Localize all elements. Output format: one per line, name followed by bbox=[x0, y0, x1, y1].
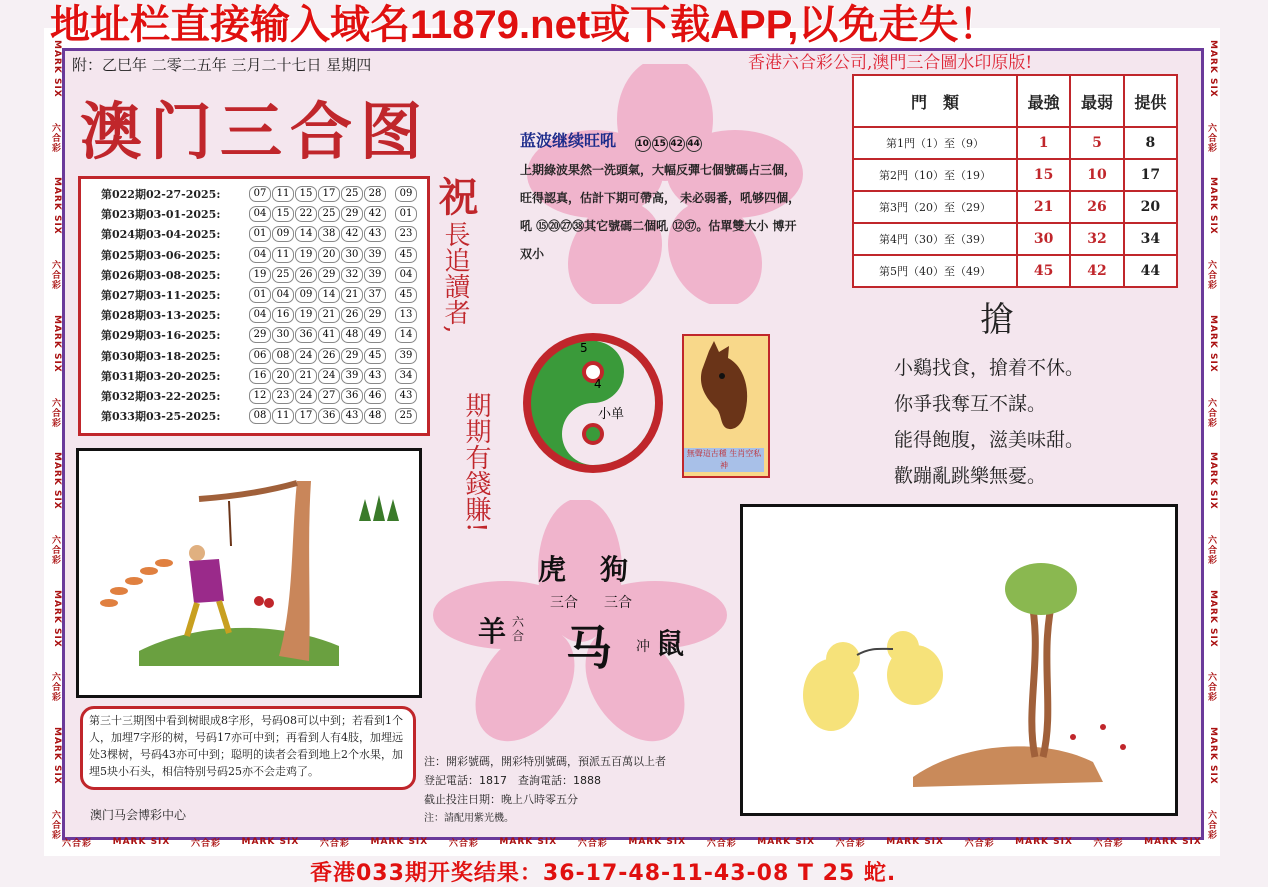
strip-liuhecai: 六合彩 bbox=[1206, 672, 1216, 703]
strip-liuhecai: 六合彩 bbox=[448, 838, 479, 849]
doors-table bbox=[852, 74, 1178, 288]
draw-number: 16 bbox=[272, 307, 294, 323]
draw-number: 25 bbox=[272, 267, 294, 283]
blue-wave-title bbox=[520, 128, 702, 152]
strip-liuhecai: 六合彩 bbox=[1206, 534, 1216, 565]
poem-line: 能得飽腹，滋美味甜。 bbox=[894, 429, 1085, 451]
draw-number: 19 bbox=[295, 307, 317, 323]
door-offer: 8 bbox=[1124, 127, 1177, 159]
draw-number: 24 bbox=[295, 388, 317, 404]
draw-number: 04 bbox=[272, 287, 294, 303]
zodiac-rat: 鼠 bbox=[656, 627, 685, 660]
strip-marksix: MARK SIX bbox=[628, 837, 687, 847]
horse-caption: 無聲這古種 生肖空私神 bbox=[684, 448, 764, 472]
draw-number: 24 bbox=[318, 368, 340, 384]
special-number: 14 bbox=[395, 327, 417, 343]
note-line: 注：請配用紫光機。 bbox=[424, 813, 514, 824]
door-weak: 32 bbox=[1070, 223, 1123, 255]
draw-period-label: 第027期03-11-2025: bbox=[101, 289, 221, 302]
strip-liuhecai: 六合彩 bbox=[62, 838, 93, 849]
draw-number: 29 bbox=[249, 327, 271, 343]
strip-marksix: MARK SIX bbox=[1144, 837, 1202, 847]
domain-banner[interactable]: 地址栏直接输入域名11879.net或下载APP,以免走失！ bbox=[50, 3, 999, 47]
draw-period-label: 第026期03-08-2025: bbox=[101, 268, 221, 282]
special-number: 25 bbox=[395, 408, 417, 424]
special-number: 09 bbox=[395, 186, 417, 202]
left-border-strip bbox=[44, 40, 62, 840]
draw-number: 30 bbox=[272, 327, 294, 343]
table-row bbox=[853, 255, 1177, 287]
draw-number: 32 bbox=[341, 267, 363, 283]
strip-liuhecai: 六合彩 bbox=[50, 534, 60, 565]
draw-number: 07 bbox=[249, 186, 271, 202]
draw-number: 19 bbox=[249, 267, 271, 283]
special-number: 45 bbox=[395, 287, 417, 303]
draw-number: 01 bbox=[249, 226, 271, 242]
door-strong: 30 bbox=[1017, 223, 1070, 255]
draw-number: 30 bbox=[341, 247, 363, 263]
special-number: 39 bbox=[395, 348, 417, 364]
poem-line: 小鷄找食，搶着不休。 bbox=[894, 357, 1085, 379]
draw-number: 29 bbox=[341, 206, 363, 222]
draw-period-label: 第029期03-16-2025: bbox=[101, 329, 221, 343]
strip-marksix: MARK SIX bbox=[52, 452, 62, 511]
table-row bbox=[101, 266, 418, 284]
draw-number: 04 bbox=[249, 307, 271, 323]
strip-liuhecai: 六合彩 bbox=[50, 260, 60, 291]
blessing-line-2: 期期有錢賺! bbox=[461, 392, 491, 533]
draw-number: 21 bbox=[341, 287, 363, 303]
draw-period-label: 第024期03-04-2025: bbox=[101, 228, 221, 242]
table-row bbox=[101, 367, 418, 385]
strip-marksix: MARK SIX bbox=[241, 837, 300, 847]
special-number: 23 bbox=[395, 226, 417, 242]
strip-liuhecai: 六合彩 bbox=[1206, 122, 1216, 153]
draw-number: 21 bbox=[295, 368, 317, 384]
liuhe-label: 六合 bbox=[512, 615, 525, 643]
zodiac-horse: 马 bbox=[566, 621, 612, 675]
special-number: 45 bbox=[395, 247, 417, 263]
draw-number: 17 bbox=[318, 186, 340, 202]
special-number: 13 bbox=[395, 307, 417, 323]
door-offer: 17 bbox=[1124, 159, 1177, 191]
door-strong: 1 bbox=[1017, 127, 1070, 159]
draw-number: 14 bbox=[295, 226, 317, 242]
date-line: 附：乙巳年 二零二五年 三月二十七日 星期四 bbox=[72, 56, 372, 74]
strip-liuhecai: 六合彩 bbox=[1206, 260, 1216, 291]
draw-number: 17 bbox=[295, 408, 317, 424]
door-label: 第5門（40）至（49） bbox=[853, 255, 1017, 287]
draw-number: 01 bbox=[249, 287, 271, 303]
draw-number: 39 bbox=[364, 267, 386, 283]
table-row bbox=[101, 347, 418, 365]
draw-number: 43 bbox=[364, 368, 386, 384]
yinyang-graphic bbox=[518, 328, 668, 478]
draw-number: 16 bbox=[249, 368, 271, 384]
blue-num: 15 bbox=[652, 136, 668, 152]
draw-number: 09 bbox=[295, 287, 317, 303]
strip-marksix: MARK SIX bbox=[52, 589, 62, 648]
table-row bbox=[853, 223, 1177, 255]
blessing-char: 祝 bbox=[432, 176, 479, 216]
strip-liuhecai: 六合彩 bbox=[964, 838, 995, 849]
draw-number: 24 bbox=[295, 348, 317, 364]
chong-label: 冲 bbox=[636, 639, 650, 655]
blue-wave-label: 蓝波继续旺吼 bbox=[520, 131, 617, 150]
table-row bbox=[101, 407, 418, 425]
door-strong: 15 bbox=[1017, 159, 1070, 191]
poem bbox=[894, 350, 1084, 494]
note-line: 登記電話：1817 查詢電話：1888 bbox=[424, 774, 601, 787]
draw-number: 29 bbox=[364, 307, 386, 323]
table-row bbox=[101, 286, 418, 304]
doors-header: 最弱 bbox=[1070, 75, 1123, 127]
yinyang-num-2: 4 bbox=[594, 377, 602, 391]
draw-number: 11 bbox=[272, 408, 294, 424]
doors-header: 提供 bbox=[1124, 75, 1177, 127]
draw-number: 25 bbox=[341, 186, 363, 202]
draw-period-label: 第023期03-01-2025: bbox=[101, 208, 221, 222]
zodiac-tiger: 虎 bbox=[538, 553, 567, 586]
zodiac-goat: 羊 bbox=[478, 615, 507, 648]
draw-number: 20 bbox=[318, 247, 340, 263]
draw-number: 38 bbox=[318, 226, 340, 242]
draw-period-label: 第031期03-20-2025: bbox=[101, 369, 221, 383]
chicks-drawing bbox=[743, 507, 1169, 807]
table-row bbox=[101, 246, 418, 264]
strip-liuhecai: 六合彩 bbox=[706, 838, 737, 849]
door-strong: 21 bbox=[1017, 191, 1070, 223]
table-row bbox=[853, 191, 1177, 223]
draw-number: 04 bbox=[249, 206, 271, 222]
draw-number: 49 bbox=[364, 327, 386, 343]
snatch-heading: 搶 bbox=[980, 300, 1014, 340]
strip-marksix: MARK SIX bbox=[1208, 40, 1218, 98]
draw-number: 04 bbox=[249, 247, 271, 263]
strip-marksix: MARK SIX bbox=[1208, 452, 1218, 511]
door-weak: 5 bbox=[1070, 127, 1123, 159]
company-watermark-text: 香港六合彩公司,澳門三合圖水印原版! bbox=[748, 53, 1033, 73]
yinyang-num-1: 5 bbox=[580, 341, 588, 355]
sanhe-label-1: 三合 bbox=[550, 595, 578, 611]
draw-number: 08 bbox=[249, 408, 271, 424]
strip-marksix: MARK SIX bbox=[499, 837, 558, 847]
strip-liuhecai: 六合彩 bbox=[577, 838, 608, 849]
door-strong: 45 bbox=[1017, 255, 1070, 287]
draw-number: 06 bbox=[249, 348, 271, 364]
draw-number: 22 bbox=[295, 206, 317, 222]
draw-number: 15 bbox=[295, 186, 317, 202]
strip-liuhecai: 六合彩 bbox=[50, 672, 60, 703]
draw-number: 26 bbox=[341, 307, 363, 323]
draw-number: 37 bbox=[364, 287, 386, 303]
table-row bbox=[853, 127, 1177, 159]
table-row bbox=[101, 387, 418, 405]
doors-header: 門 類 bbox=[853, 75, 1017, 127]
special-number: 43 bbox=[395, 388, 417, 404]
strip-liuhecai: 六合彩 bbox=[190, 838, 221, 849]
yinyang-label: 小单 bbox=[598, 407, 625, 422]
sanhe-label-2: 三合 bbox=[604, 595, 632, 611]
strip-marksix: MARK SIX bbox=[886, 837, 944, 847]
strip-marksix: MARK SIX bbox=[1208, 177, 1218, 236]
strip-marksix: MARK SIX bbox=[370, 837, 429, 847]
strip-marksix: MARK SIX bbox=[1208, 727, 1218, 785]
strip-marksix: MARK SIX bbox=[52, 40, 62, 98]
organization-name: 澳门马会博彩中心 bbox=[90, 808, 187, 822]
draw-number: 43 bbox=[341, 408, 363, 424]
draw-number: 27 bbox=[318, 388, 340, 404]
tips-paragraph: 上期綠波果然一洗頭氣，大幅反彈七個號碼占三個，旺得認真，估計下期可帶高， 未必弱番，吼够四個，吼 ⑮⑳㉗㊳其它號碼二個吼 ⑫㊲。估單雙大小 博开双小 bbox=[520, 163, 801, 261]
chicks-illustration bbox=[740, 504, 1178, 816]
draw-result: 香港033期开奖结果：36-17-48-11-43-08 T 25 蛇. bbox=[310, 861, 897, 886]
door-label: 第1門（1）至（9） bbox=[853, 127, 1017, 159]
draw-period-label: 第033期03-25-2025: bbox=[101, 410, 221, 424]
tree-climber-illustration bbox=[76, 448, 422, 698]
draw-number: 29 bbox=[341, 348, 363, 364]
strip-liuhecai: 六合彩 bbox=[1093, 838, 1124, 849]
draw-period-label: 第032期03-22-2025: bbox=[101, 390, 221, 403]
draw-number: 36 bbox=[341, 388, 363, 404]
bottom-border-strip bbox=[62, 834, 1202, 850]
strip-liuhecai: 六合彩 bbox=[50, 397, 60, 428]
draw-number: 48 bbox=[341, 327, 363, 343]
draw-number: 08 bbox=[272, 348, 294, 364]
strip-marksix: MARK SIX bbox=[1015, 837, 1073, 847]
strip-marksix: MARK SIX bbox=[112, 837, 171, 847]
blessing-vertical bbox=[432, 176, 484, 334]
note-line: 注：開彩號碼，開彩特別號碼，預派五百萬以上者 bbox=[424, 755, 666, 768]
strip-liuhecai: 六合彩 bbox=[835, 838, 866, 849]
riddle-box: 第三十三期图中看到树眼成8字形，号码08可以中到；若看到1个人，加埋7字形的树，号码17亦可中到；再看到人有4肢，加埋远处3棵树，号码43亦可中到；聪明的读者会看到地上2个水果，加埋5块小石头，相信特别号码25亦不会走鸡了。 bbox=[80, 706, 416, 790]
door-weak: 42 bbox=[1070, 255, 1123, 287]
draw-period-label: 第025期03-06-2025: bbox=[101, 248, 221, 262]
climber-drawing bbox=[79, 451, 413, 689]
strip-liuhecai: 六合彩 bbox=[1206, 397, 1216, 428]
strip-liuhecai: 六合彩 bbox=[319, 838, 350, 849]
draw-number: 42 bbox=[341, 226, 363, 242]
zodiac-dog: 狗 bbox=[600, 553, 629, 586]
draw-number: 15 bbox=[272, 206, 294, 222]
strip-marksix: MARK SIX bbox=[52, 727, 62, 785]
door-offer: 44 bbox=[1124, 255, 1177, 287]
draw-number: 36 bbox=[318, 408, 340, 424]
poem-line: 歡蹦亂跳樂無憂。 bbox=[894, 465, 1047, 487]
door-label: 第3門（20）至（29） bbox=[853, 191, 1017, 223]
strip-marksix: MARK SIX bbox=[52, 177, 62, 236]
draw-number: 39 bbox=[341, 368, 363, 384]
door-weak: 26 bbox=[1070, 191, 1123, 223]
right-border-strip bbox=[1200, 40, 1218, 840]
notes-block bbox=[424, 752, 666, 828]
table-row bbox=[101, 185, 418, 203]
table-row bbox=[101, 225, 418, 243]
draw-number: 11 bbox=[272, 247, 294, 263]
special-number: 01 bbox=[395, 206, 417, 222]
doors-header: 最強 bbox=[1017, 75, 1070, 127]
blue-num: 10 bbox=[635, 136, 651, 152]
draw-number: 42 bbox=[364, 206, 386, 222]
strip-marksix: MARK SIX bbox=[52, 314, 62, 373]
table-row bbox=[101, 205, 418, 223]
draw-number: 21 bbox=[318, 307, 340, 323]
draw-number: 14 bbox=[318, 287, 340, 303]
strip-marksix: MARK SIX bbox=[1208, 314, 1218, 373]
special-number: 04 bbox=[395, 267, 417, 283]
draw-history-box bbox=[78, 176, 430, 436]
note-line: 截止投注日期：晚上八時零五分 bbox=[424, 793, 578, 806]
draw-number: 36 bbox=[295, 327, 317, 343]
draw-period-label: 第028期03-13-2025: bbox=[101, 309, 221, 323]
draw-number: 29 bbox=[318, 267, 340, 283]
draw-period-label: 第030期03-18-2025: bbox=[101, 349, 221, 363]
draw-number: 41 bbox=[318, 327, 340, 343]
poem-line: 你爭我奪互不謀。 bbox=[894, 393, 1047, 415]
page-title: 澳门三合图 bbox=[80, 95, 431, 168]
draw-number: 48 bbox=[364, 408, 386, 424]
draw-number: 09 bbox=[272, 226, 294, 242]
table-row bbox=[101, 306, 418, 324]
door-offer: 34 bbox=[1124, 223, 1177, 255]
draw-number: 12 bbox=[249, 388, 271, 404]
strip-liuhecai: 六合彩 bbox=[50, 809, 60, 840]
draw-number: 20 bbox=[272, 368, 294, 384]
draw-number: 19 bbox=[295, 247, 317, 263]
draw-number: 43 bbox=[364, 226, 386, 242]
draw-number: 45 bbox=[364, 348, 386, 364]
table-row bbox=[853, 159, 1177, 191]
door-offer: 20 bbox=[1124, 191, 1177, 223]
door-label: 第2門（10）至（19） bbox=[853, 159, 1017, 191]
draw-number: 28 bbox=[364, 186, 386, 202]
draw-number: 26 bbox=[318, 348, 340, 364]
special-number: 34 bbox=[395, 368, 417, 384]
draw-number: 39 bbox=[364, 247, 386, 263]
strip-liuhecai: 六合彩 bbox=[1206, 809, 1216, 840]
door-label: 第4門（30）至（39） bbox=[853, 223, 1017, 255]
table-row bbox=[101, 326, 418, 344]
draw-number: 26 bbox=[295, 267, 317, 283]
strip-marksix: MARK SIX bbox=[757, 837, 816, 847]
door-weak: 10 bbox=[1070, 159, 1123, 191]
draw-number: 46 bbox=[364, 388, 386, 404]
strip-marksix: MARK SIX bbox=[1208, 589, 1218, 648]
blessing-line-1: 長追讀者, bbox=[440, 221, 470, 334]
draw-number: 23 bbox=[272, 388, 294, 404]
blue-num: 42 bbox=[669, 136, 685, 152]
strip-liuhecai: 六合彩 bbox=[50, 122, 60, 153]
draw-number: 25 bbox=[318, 206, 340, 222]
draw-number: 11 bbox=[272, 186, 294, 202]
horse-head-icon bbox=[684, 336, 764, 446]
blue-num: 44 bbox=[686, 136, 702, 152]
draw-period-label: 第022期02-27-2025: bbox=[101, 188, 221, 201]
